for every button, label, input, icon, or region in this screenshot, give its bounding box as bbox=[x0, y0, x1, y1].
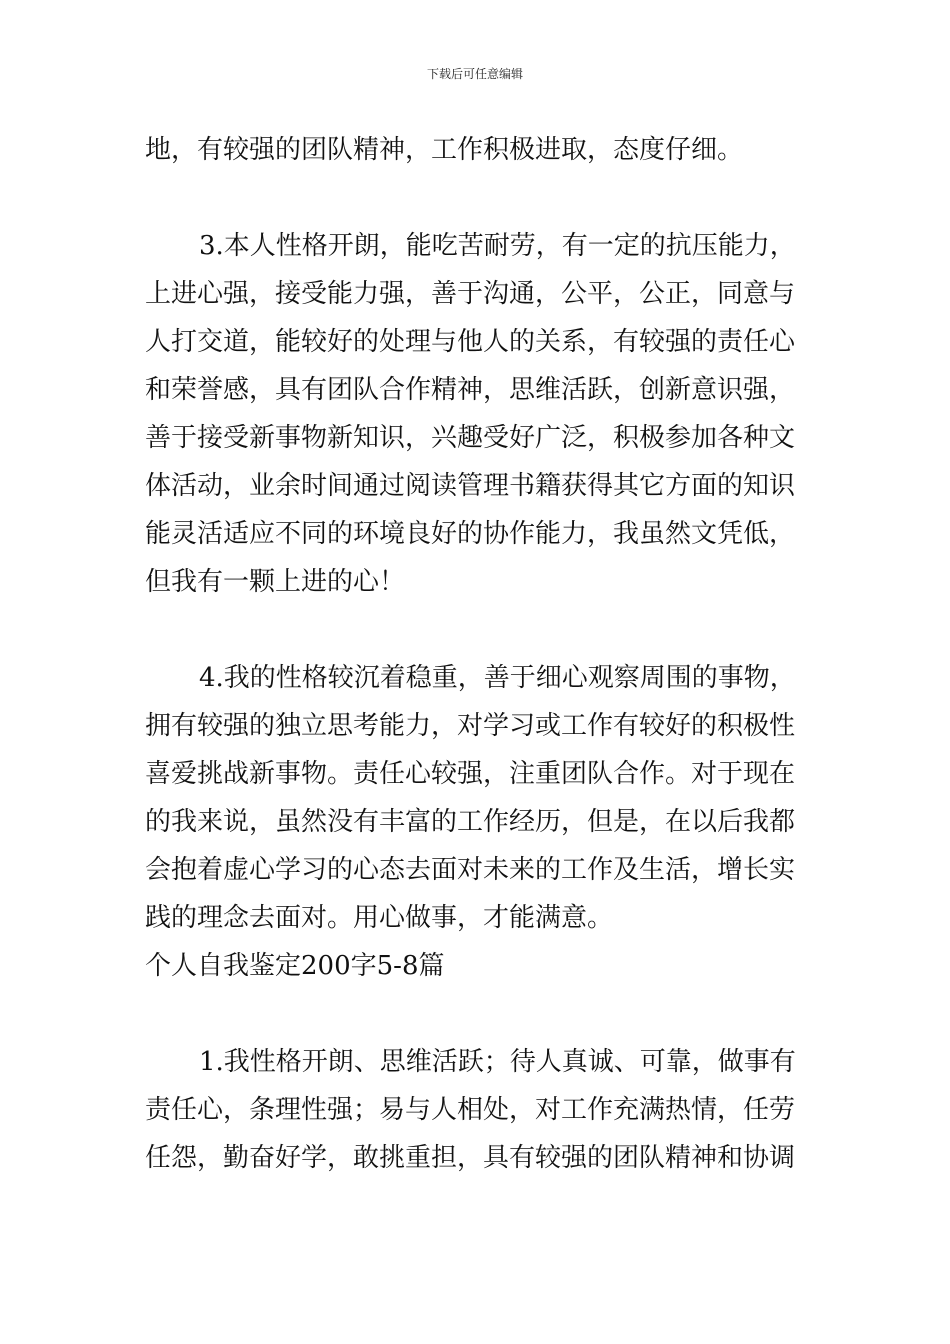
text-line: 责任心，条理性强；易与人相处，对工作充满热情，任劳 bbox=[145, 1095, 796, 1125]
page-header: 下载后可任意编辑 bbox=[426, 67, 523, 81]
text-line: 喜爱挑战新事物。责任心较强，注重团队合作。对于现在 bbox=[145, 759, 796, 789]
text-line: 但我有一颗上进的心！ bbox=[145, 567, 406, 597]
paragraph-gap bbox=[145, 606, 815, 654]
text-line: 会抱着虚心学习的心态去面对未来的工作及生活，增长实 bbox=[145, 855, 796, 885]
paragraph-gap bbox=[145, 174, 815, 222]
text-line: 任怨，勤奋好学，敢挑重担，具有较强的团队精神和协调 bbox=[145, 1143, 796, 1173]
paragraph-gap bbox=[145, 990, 815, 1038]
text-line: 能灵活适应不同的环境良好的协作能力，我虽然文凭低， bbox=[145, 519, 796, 549]
paragraph-first-line: 1.我性格开朗、思维活跃；待人真诚、可靠，做事有 bbox=[199, 1047, 796, 1077]
text-line: 拥有较强的独立思考能力，对学习或工作有较好的积极性 bbox=[145, 711, 796, 741]
text-line: 的我来说，虽然没有丰富的工作经历，但是，在以后我都 bbox=[145, 807, 796, 837]
text-line: 上进心强，接受能力强，善于沟通，公平，公正，同意与 bbox=[145, 279, 796, 309]
paragraph-first-line: 4.我的性格较沉着稳重，善于细心观察周围的事物， bbox=[199, 663, 796, 693]
text-line: 践的理念去面对。用心做事，才能满意。 bbox=[145, 903, 614, 933]
text-line: 和荣誉感，具有团队合作精神，思维活跃，创新意识强， bbox=[145, 375, 796, 405]
text-line: 地，有较强的团队精神，工作积极进取，态度仔细。 bbox=[145, 135, 744, 165]
paragraph-first-line: 3.本人性格开朗，能吃苦耐劳，有一定的抗压能力， bbox=[199, 231, 796, 261]
text-line: 人打交道，能较好的处理与他人的关系，有较强的责任心 bbox=[145, 327, 796, 357]
text-line: 体活动，业余时间通过阅读管理书籍获得其它方面的知识 bbox=[145, 471, 796, 501]
text-line: 善于接受新事物新知识，兴趣受好广泛，积极参加各种文 bbox=[145, 423, 796, 453]
text-line: 个人自我鉴定200字5-8篇 bbox=[145, 951, 445, 981]
document-body bbox=[145, 126, 815, 1182]
